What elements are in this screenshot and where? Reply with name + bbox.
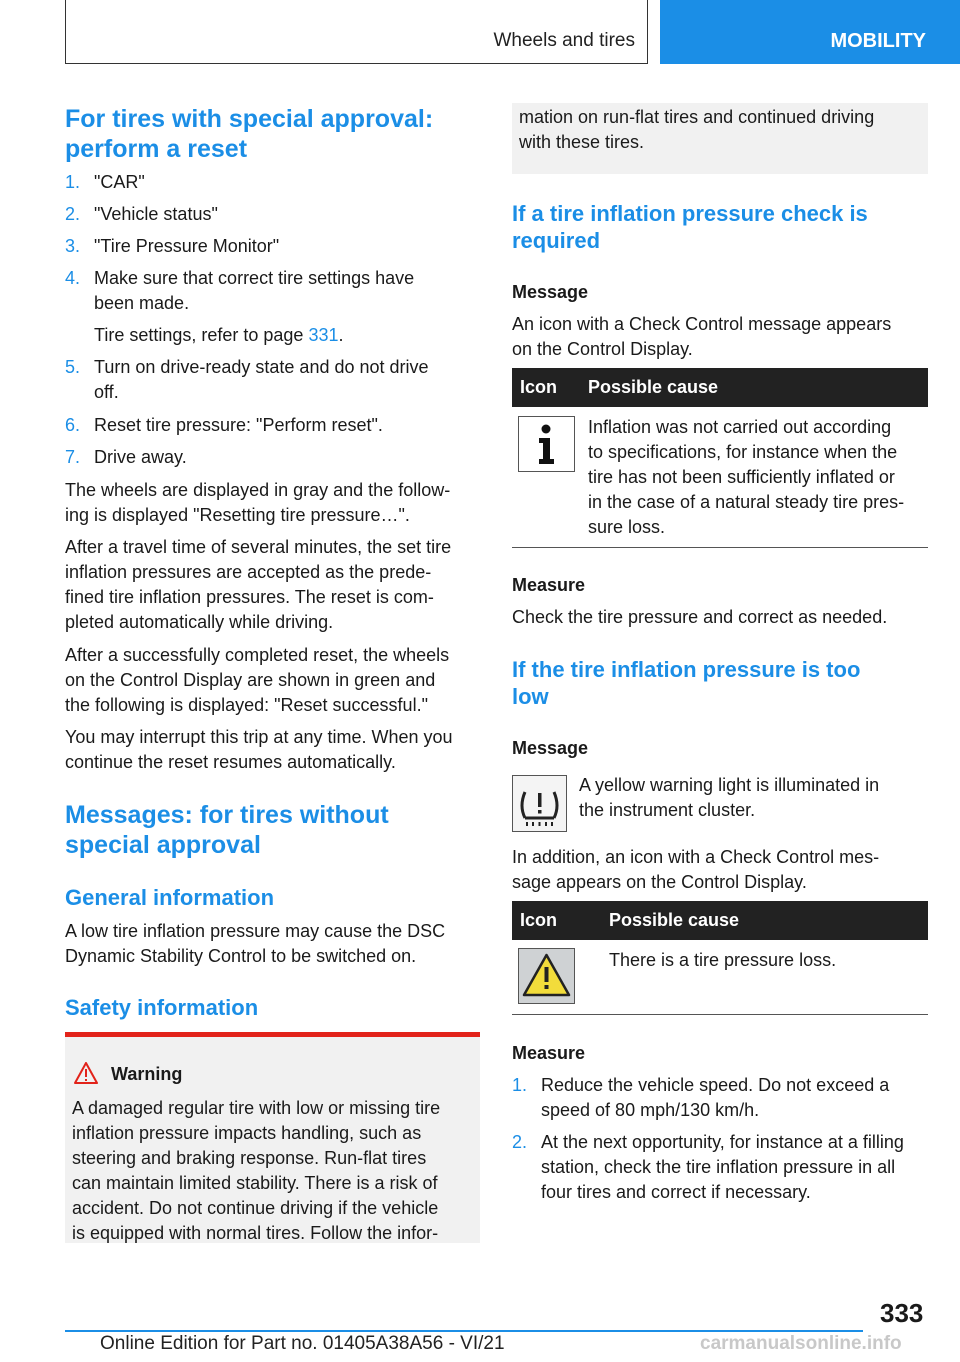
list-item: 3. "Tire Pressure Monitor" [65,236,280,256]
header-chapter: Wheels and tires [493,30,635,51]
general-information-text: A low tire inflation pressure may cause the DSC Dynamic Stability Control to be switched on. [65,921,446,966]
list-item: 7. Drive away. [65,447,187,467]
header-section: MOBILITY [830,30,926,52]
info-icon [518,416,575,472]
measure-steps-list [512,1073,932,1213]
measure-label: Measure [512,1043,586,1063]
tire-pressure-warning-light-icon [512,775,567,832]
warning-triangle-icon [518,948,575,1004]
reset-heading: For tires with special approval: perform a reset [65,105,434,163]
column-header-icon: Icon [520,910,558,930]
message-label: Message [512,738,589,758]
table-header [512,901,928,940]
list-item: 6. Reset tire pressure: "Perform reset". [65,415,383,435]
warning-title: Warning [111,1064,183,1084]
reset-steps-list [65,170,485,480]
watermark: carmanualsonline.info [700,1333,902,1354]
column-header-cause: Possible cause [609,910,740,930]
paragraph: After a successfully completed reset, the wheels on the Control Display are shown in green and the following is displayed: "Reset successful." [65,645,450,715]
list-item: 4. Make sure that correct tire settings have been made. Tire settings, refer to page 331. [65,268,415,345]
messages-heading: Messages: for tires without special approval [65,801,389,859]
message-label: Message [512,282,589,302]
column-header-icon: Icon [520,377,558,397]
header-section-tab [660,0,960,64]
warning-triangle-icon [74,1062,98,1084]
check-text: An icon with a Check Control message appears on the Control Display. [512,314,892,359]
edition-text: Online Edition for Part no. 01405A38A56 - VI/21 [100,1333,505,1354]
check-required-heading: If a tire inflation pressure check is required [512,201,868,253]
paragraph: After a travel time of several minutes, the set tire inflation pressures are accepted as the prede- fined tire inflation pressures. The reset is com- pleted automatically while driving. [65,537,452,632]
list-item: 2. At the next opportunity, for instance at a filling station, check the tire inflation pressure in all four tires and correct if necessary. [512,1132,904,1202]
page-link[interactable]: 331 [308,325,339,345]
addition-text: In addition, an icon with a Check Control mes- sage appears on the Control Display. [512,847,880,892]
warning-box [65,1032,480,1243]
paragraph: You may interrupt this trip at any time. When you continue the reset resumes automatically. [65,727,453,772]
table-header [512,368,928,407]
warning-box-continued: mation on run-flat tires and continued driving with these tires. [512,103,928,174]
table-cell-cause: There is a tire pressure loss. [609,950,837,970]
column-header-cause: Possible cause [588,377,719,397]
pressure-low-heading: If the tire inflation pressure is too low [512,657,861,709]
table-divider [512,547,928,548]
table-divider [512,1014,928,1015]
reset-section [65,104,485,164]
header-chapter-box [65,0,648,64]
safety-information-heading: Safety information [65,995,259,1020]
footer-rule [65,1330,863,1332]
measure-label: Measure [512,575,586,595]
list-item: 5. Turn on drive-ready state and do not drive off. [65,357,429,402]
list-item: 2. "Vehicle status" [65,204,218,224]
general-information-heading: General information [65,885,275,910]
paragraph: The wheels are displayed in gray and the follow- ing is displayed "Resetting tire pressure…". [65,480,451,525]
table-cell-cause: Inflation was not carried out according to specifications, for instance when the tire has not been sufficiently inflated or in the case of a natural steady tire pres- sure loss. [588,417,905,537]
page-number: 333 [880,1298,924,1328]
warning-text: A damaged regular tire with low or missing tire inflation pressure impacts handling, such as steering and braking response. Run-flat tires can maintain limited stability. There is a risk of accident. Do not continue driving if the vehicle is equipped with normal tires. Follow the infor- [72,1098,441,1243]
low-pressure-text: A yellow warning light is illuminated in the instrument cluster. [579,775,880,820]
list-item: 1. Reduce the vehicle speed. Do not exceed a speed of 80 mph/130 km/h. [512,1075,890,1120]
measure-text: Check the tire pressure and correct as needed. [512,607,888,627]
list-item: 1. "CAR" [65,172,145,192]
